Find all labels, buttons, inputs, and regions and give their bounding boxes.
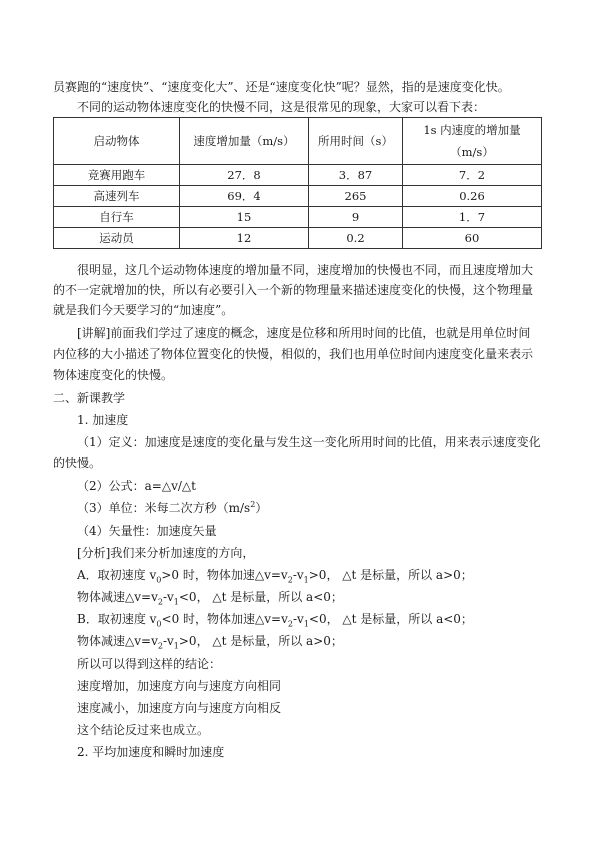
table-cell: 265 xyxy=(309,186,403,207)
analysis-line: 物体减速$\triangle v=v_2-v_1>0$， △t 是标量，所以 a>0； xyxy=(77,634,343,651)
table-cell: 0.26 xyxy=(403,186,542,207)
table-header-cell: 启动物体 xyxy=(54,118,180,165)
subsection-heading: 1. 加速度 xyxy=(77,413,129,427)
text-line: 速度增加，加速度方向与速度方向相同 xyxy=(77,679,282,693)
table-cell: 9 xyxy=(309,207,403,228)
data-table xyxy=(53,117,542,249)
text-line: 所以可以得到这样的结论： xyxy=(77,657,222,671)
table-row xyxy=(54,186,542,207)
table-cell: 0.2 xyxy=(309,228,403,249)
subsection-heading: 2. 平均加速度和瞬时加速度 xyxy=(77,745,225,759)
unit-text: （3）单位：米每二次方秒（m/s xyxy=(77,501,251,515)
table-header-row xyxy=(54,118,542,165)
text-line: 的快慢。 xyxy=(53,456,102,470)
table-row xyxy=(54,165,542,186)
text-line: 就是我们今天要学习的“加速度”。 xyxy=(53,303,234,317)
text-line: [分析]我们来分析加速度的方向， xyxy=(77,546,255,560)
text-line: （1）定义：加速度是速度的变化量与发生这一变化所用时间的比值，用来表示速度变化 xyxy=(77,435,541,449)
table-header-line: （m/s） xyxy=(450,145,494,159)
table-cell: 1．7 xyxy=(403,207,542,228)
table-row xyxy=(54,228,542,249)
unit-line xyxy=(77,500,267,516)
text-line: 这个结论反过来也成立。 xyxy=(77,723,210,737)
analysis-line: 物体减速$\triangle v=v_2-v_1<0$， △t 是标量，所以 a<0； xyxy=(77,590,343,607)
table-cell: 12 xyxy=(180,228,309,249)
table-cell: 自行车 xyxy=(54,207,180,228)
table-header-cell: 所用时间（s） xyxy=(309,118,403,165)
table-header-cell: 速度增加量（m/s） xyxy=(180,118,309,165)
formula-line: （2）公式：a=△v/△t xyxy=(77,479,196,493)
table-cell: 3．87 xyxy=(309,165,403,186)
section-heading: 二、新课教学 xyxy=(53,391,126,405)
analysis-line: A．取初速度 $v_0>0$ 时，物体加速$\triangle v=v_2-v_1>0$， △t 是标量，所以 a>0； xyxy=(77,568,473,585)
text-line: 内位移的大小描述了物体位置变化的快慢，相似的，我们也用单位时间内速度变化量来表示 xyxy=(53,347,534,361)
table-cell: 69．4 xyxy=(180,186,309,207)
table-header-line: 1s 内速度的增加量 xyxy=(423,123,521,137)
table-header-cell xyxy=(403,118,542,165)
text-line: 很明显，这几个运动物体速度的增加量不同，速度增加的快慢也不同，而且速度增加大 xyxy=(77,263,534,277)
table-cell: 高速列车 xyxy=(54,186,180,207)
table-cell: 15 xyxy=(180,207,309,228)
text-line: 不同的运动物体速度变化的快慢不同，这是很常见的现象，大家可以看下表： xyxy=(77,100,486,114)
table-cell: 60 xyxy=(403,228,542,249)
text-line: （4）矢量性：加速度矢量 xyxy=(77,524,217,538)
table-cell: 7．2 xyxy=(403,165,542,186)
unit-text-end: ） xyxy=(255,501,268,515)
table-cell: 运动员 xyxy=(54,228,180,249)
superscript: 2 xyxy=(250,500,256,509)
text-line: 员赛跑的“速度快”、“速度变化大”、还是“速度变化快”呢？显然，指的是速度变化快。 xyxy=(53,80,510,94)
table-cell: 27．8 xyxy=(180,165,309,186)
text-line: 的不一定就增加的快，所以有必要引入一个新的物理量来描述速度变化的快慢，这个物理量 xyxy=(53,283,534,297)
table-cell: 竞赛用跑车 xyxy=(54,165,180,186)
text-line: [讲解]前面我们学过了速度的概念，速度是位移和所用时间的比值，也就是用单位时间 xyxy=(77,326,531,340)
table-row xyxy=(54,207,542,228)
text-line: 物体速度变化的快慢。 xyxy=(53,368,174,382)
analysis-line: B．取初速度 $v_0<0$ 时，物体加速$\triangle v=v_2-v_1<0$， △t 是标量，所以 a<0； xyxy=(77,612,473,629)
text-line: 速度减小，加速度方向与速度方向相反 xyxy=(77,701,282,715)
